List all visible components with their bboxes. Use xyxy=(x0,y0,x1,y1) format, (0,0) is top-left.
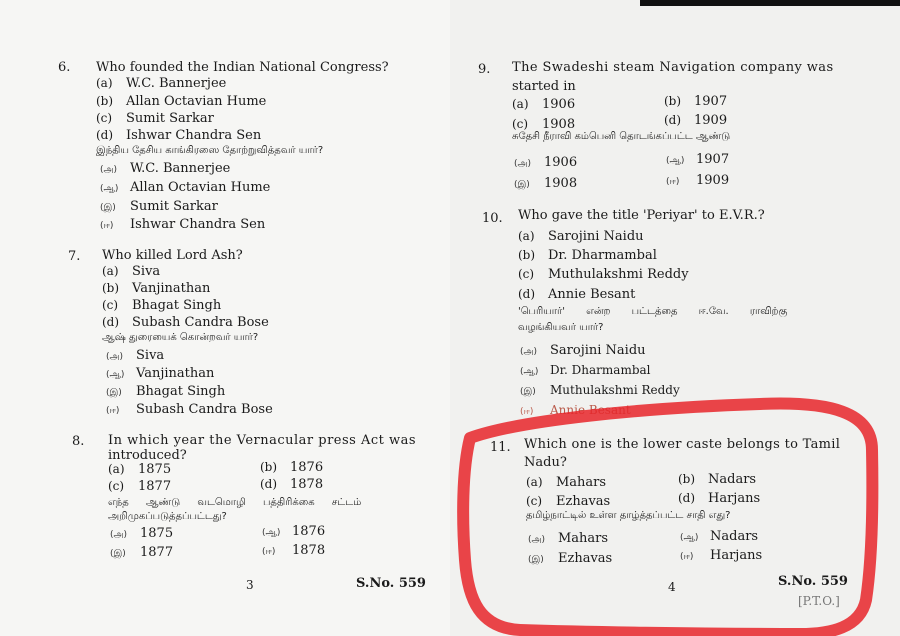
question-11-stem-line1: Which one is the lower caste belongs to Tamil xyxy=(524,437,841,452)
q9-tamil-option-4: (ஈ) 1909 xyxy=(666,173,730,188)
q8-tamil-option-2: (ஆ) 1876 xyxy=(262,524,326,539)
left-page-number: 3 xyxy=(246,578,254,592)
right-page-number: 4 xyxy=(668,580,676,594)
q9-option-a: (a) 1906 xyxy=(512,97,576,112)
q10-option-d: (d) Annie Besant xyxy=(518,287,636,302)
q7-tamil-option-3: (இ) Bhagat Singh xyxy=(106,384,226,399)
question-9-stem-line1: The Swadeshi steam Navigation company was xyxy=(512,60,834,75)
question-6-number: 6. xyxy=(58,60,71,75)
q11-tamil-option-4: (ஈ) Harjans xyxy=(680,548,763,563)
question-11-number: 11. xyxy=(490,440,511,455)
q7-tamil-option-2: (ஆ) Vanjinathan xyxy=(106,366,215,381)
q9-option-c: (c) 1908 xyxy=(512,117,576,132)
q6-tamil-option-4: (ஈ) Ishwar Chandra Sen xyxy=(100,217,266,232)
q7-tamil-option-4: (ஈ) Subash Candra Bose xyxy=(106,402,273,417)
question-8-number: 8. xyxy=(72,434,85,449)
q7-option-a: (a) Siva xyxy=(102,264,161,279)
question-10-stem: Who gave the title 'Periyar' to E.V.R.? xyxy=(518,208,765,223)
q6-option-c: (c) Sumit Sarkar xyxy=(96,111,214,126)
q6-tamil-option-2: (ஆ) Allan Octavian Hume xyxy=(100,180,271,195)
q7-option-b: (b) Vanjinathan xyxy=(102,281,211,296)
question-11-stem-line2: Nadu? xyxy=(524,455,567,470)
q8-option-b: (b) 1876 xyxy=(260,460,324,475)
q8-tamil-option-4: (ஈ) 1878 xyxy=(262,543,326,558)
q6-option-b: (b) Allan Octavian Hume xyxy=(96,94,267,109)
q7-tamil-option-1: (அ) Siva xyxy=(106,348,165,363)
question-8-stem-line1: In which year the Vernacular press Act was xyxy=(108,433,417,448)
q6-tamil-option-1: (அ) W.C. Bannerjee xyxy=(100,161,231,176)
q11-tamil-stem: தமிழ்நாட்டில் உள்ள தாழ்த்தப்பட்ட சாதி எது? xyxy=(526,510,731,521)
q8-option-d: (d) 1878 xyxy=(260,477,324,492)
right-serial-number: S.No. 559 xyxy=(778,574,848,589)
q11-tamil-option-2: (ஆ) Nadars xyxy=(680,529,759,544)
q9-tamil-option-2: (ஆ) 1907 xyxy=(666,152,730,167)
pto-label: [P.T.O.] xyxy=(798,594,840,608)
q8-tamil-option-1: (அ) 1875 xyxy=(110,526,174,541)
q6-tamil-stem: இந்திய தேசிய காங்கிரஸை தோற்றுவித்தவர் யார்? xyxy=(96,145,324,156)
q8-option-c: (c) 1877 xyxy=(108,479,172,494)
q9-tamil-option-3: (இ) 1908 xyxy=(514,176,578,191)
q11-tamil-option-3: (இ) Ezhavas xyxy=(528,551,613,566)
q10-tamil-option-4: (ஈ) Annie Besant xyxy=(520,403,631,417)
q10-tamil-stem-line1: 'பெரியார்' என்ற பட்டத்தை ஈ.வே. ராவிற்கு xyxy=(518,306,788,317)
question-9-number: 9. xyxy=(478,62,491,77)
q9-option-d: (d) 1909 xyxy=(664,113,728,128)
q11-tamil-option-1: (அ) Mahars xyxy=(528,531,609,546)
q6-option-d: (d) Ishwar Chandra Sen xyxy=(96,128,262,143)
q10-tamil-option-1: (அ) Sarojini Naidu xyxy=(520,343,646,358)
q8-tamil-stem-line2: அறிமுகப்படுத்தப்பட்டது? xyxy=(108,511,227,522)
q11-option-b: (b) Nadars xyxy=(678,472,757,487)
q9-option-b: (b) 1907 xyxy=(664,94,728,109)
top-edge-bar xyxy=(640,0,900,6)
q6-tamil-option-3: (இ) Sumit Sarkar xyxy=(100,199,218,214)
q8-tamil-stem-line1: எந்த ஆண்டு வடமொழி பத்திரிக்கை சட்டம் xyxy=(108,497,362,508)
question-10-number: 10. xyxy=(482,211,503,226)
question-7-number: 7. xyxy=(68,249,81,264)
question-9-stem-line2: started in xyxy=(512,79,576,94)
q10-option-a: (a) Sarojini Naidu xyxy=(518,229,644,244)
question-7-stem: Who killed Lord Ash? xyxy=(102,248,243,263)
q7-tamil-stem: ஆஷ் துரையைக் கொன்றவர் யார்? xyxy=(102,332,259,343)
q9-tamil-stem: சுதேசி நீராவி கம்பெனி தொடங்கப்பட்ட ஆண்டு xyxy=(512,131,731,142)
q10-option-b: (b) Dr. Dharmambal xyxy=(518,248,657,263)
q9-tamil-option-1: (அ) 1906 xyxy=(514,155,578,170)
q10-tamil-option-2: (ஆ) Dr. Dharmambal xyxy=(520,363,651,377)
q6-option-a: (a) W.C. Bannerjee xyxy=(96,76,227,91)
left-serial-number: S.No. 559 xyxy=(356,576,426,591)
q7-option-d: (d) Subash Candra Bose xyxy=(102,315,269,330)
question-6-stem: Who founded the Indian National Congress? xyxy=(96,60,389,75)
q11-option-c: (c) Ezhavas xyxy=(526,494,611,509)
q10-option-c: (c) Muthulakshmi Reddy xyxy=(518,267,689,282)
q10-tamil-option-3: (இ) Muthulakshmi Reddy xyxy=(520,383,680,397)
q10-tamil-stem-line2: வழங்கியவர் யார்? xyxy=(518,322,604,333)
q8-tamil-option-3: (இ) 1877 xyxy=(110,545,174,560)
q11-option-a: (a) Mahars xyxy=(526,475,607,490)
q8-option-a: (a) 1875 xyxy=(108,462,172,477)
q7-option-c: (c) Bhagat Singh xyxy=(102,298,222,313)
question-8-stem-line2: introduced? xyxy=(108,448,187,463)
q11-option-d: (d) Harjans xyxy=(678,491,761,506)
